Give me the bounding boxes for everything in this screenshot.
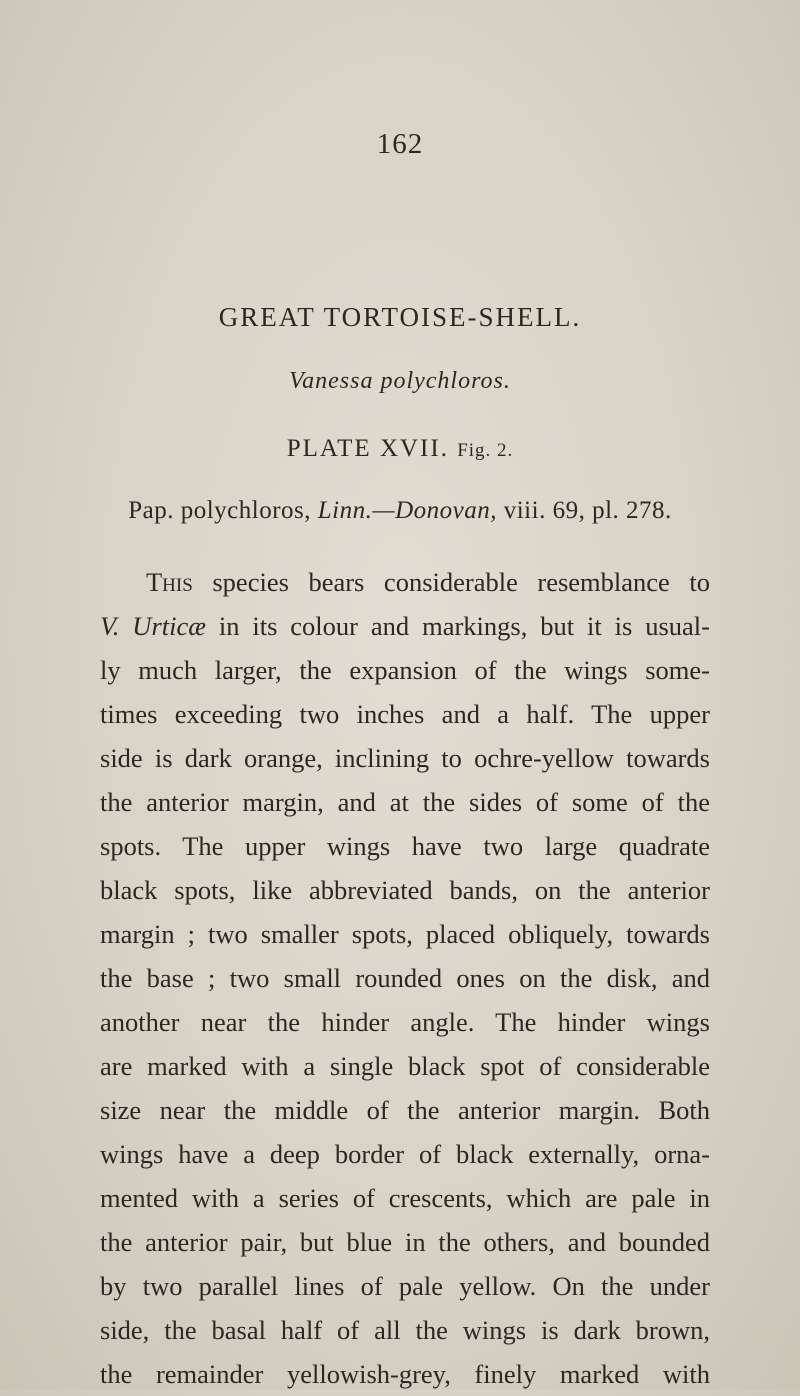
bibliographic-reference <box>0 497 800 525</box>
text-line: side, the basal half of all the wings is dark brown, <box>100 1315 710 1345</box>
text-line <box>100 604 710 648</box>
reference-part-1: Pap. polychloros, <box>128 497 318 524</box>
text-line: mented with a series of crescents, which are pale in <box>100 1183 710 1213</box>
body-paragraph <box>100 560 710 1396</box>
opening-word: This <box>146 567 193 597</box>
text-line-rest: in its colour and markings, but it is usual- <box>205 611 710 641</box>
text-line: black spots, like abbreviated bands, on the anterior <box>100 875 710 905</box>
text-line: wings have a deep border of black externally, orna- <box>100 1139 710 1169</box>
species-common-name-heading: GREAT TORTOISE-SHELL. <box>218 302 582 332</box>
text-line: side is dark orange, inclining to ochre-yellow towards <box>100 743 710 773</box>
page-number: 162 <box>376 128 424 160</box>
text-line: spots. The upper wings have two large quadrate <box>100 831 710 861</box>
text-line-rest: species bears considerable resemblance to <box>192 567 710 597</box>
plate-label: PLATE XVII. <box>286 435 449 462</box>
text-line: margin ; two smaller spots, placed obliquely, towards <box>100 919 710 949</box>
figure-label: Fig. 2. <box>457 440 514 461</box>
plate-reference <box>0 435 800 463</box>
reference-part-3: viii. 69, pl. 278. <box>496 497 672 524</box>
text-line: the remainder yellowish-grey, finely marked with <box>100 1359 710 1389</box>
species-reference-italic: V. Urticæ <box>100 611 206 641</box>
text-line: the base ; two small rounded ones on the disk, and <box>100 963 710 993</box>
text-line <box>100 560 710 604</box>
text-line: the anterior pair, but blue in the others, and bounded <box>100 1227 710 1257</box>
species-scientific-name: Vanessa polychloros. <box>289 368 511 394</box>
text-line: times exceeding two inches and a half. The upper <box>100 699 710 729</box>
text-line: the anterior margin, and at the sides of some of the <box>100 787 710 817</box>
reference-part-2: Linn.—Donovan, <box>317 497 497 524</box>
text-line: by two parallel lines of pale yellow. On the under <box>100 1271 710 1301</box>
text-line: size near the middle of the anterior margin. Both <box>100 1095 710 1125</box>
text-line: another near the hinder angle. The hinder wings <box>100 1007 710 1037</box>
text-line: ly much larger, the expansion of the wings some- <box>100 655 710 685</box>
text-line: are marked with a single black spot of considerable <box>100 1051 710 1081</box>
